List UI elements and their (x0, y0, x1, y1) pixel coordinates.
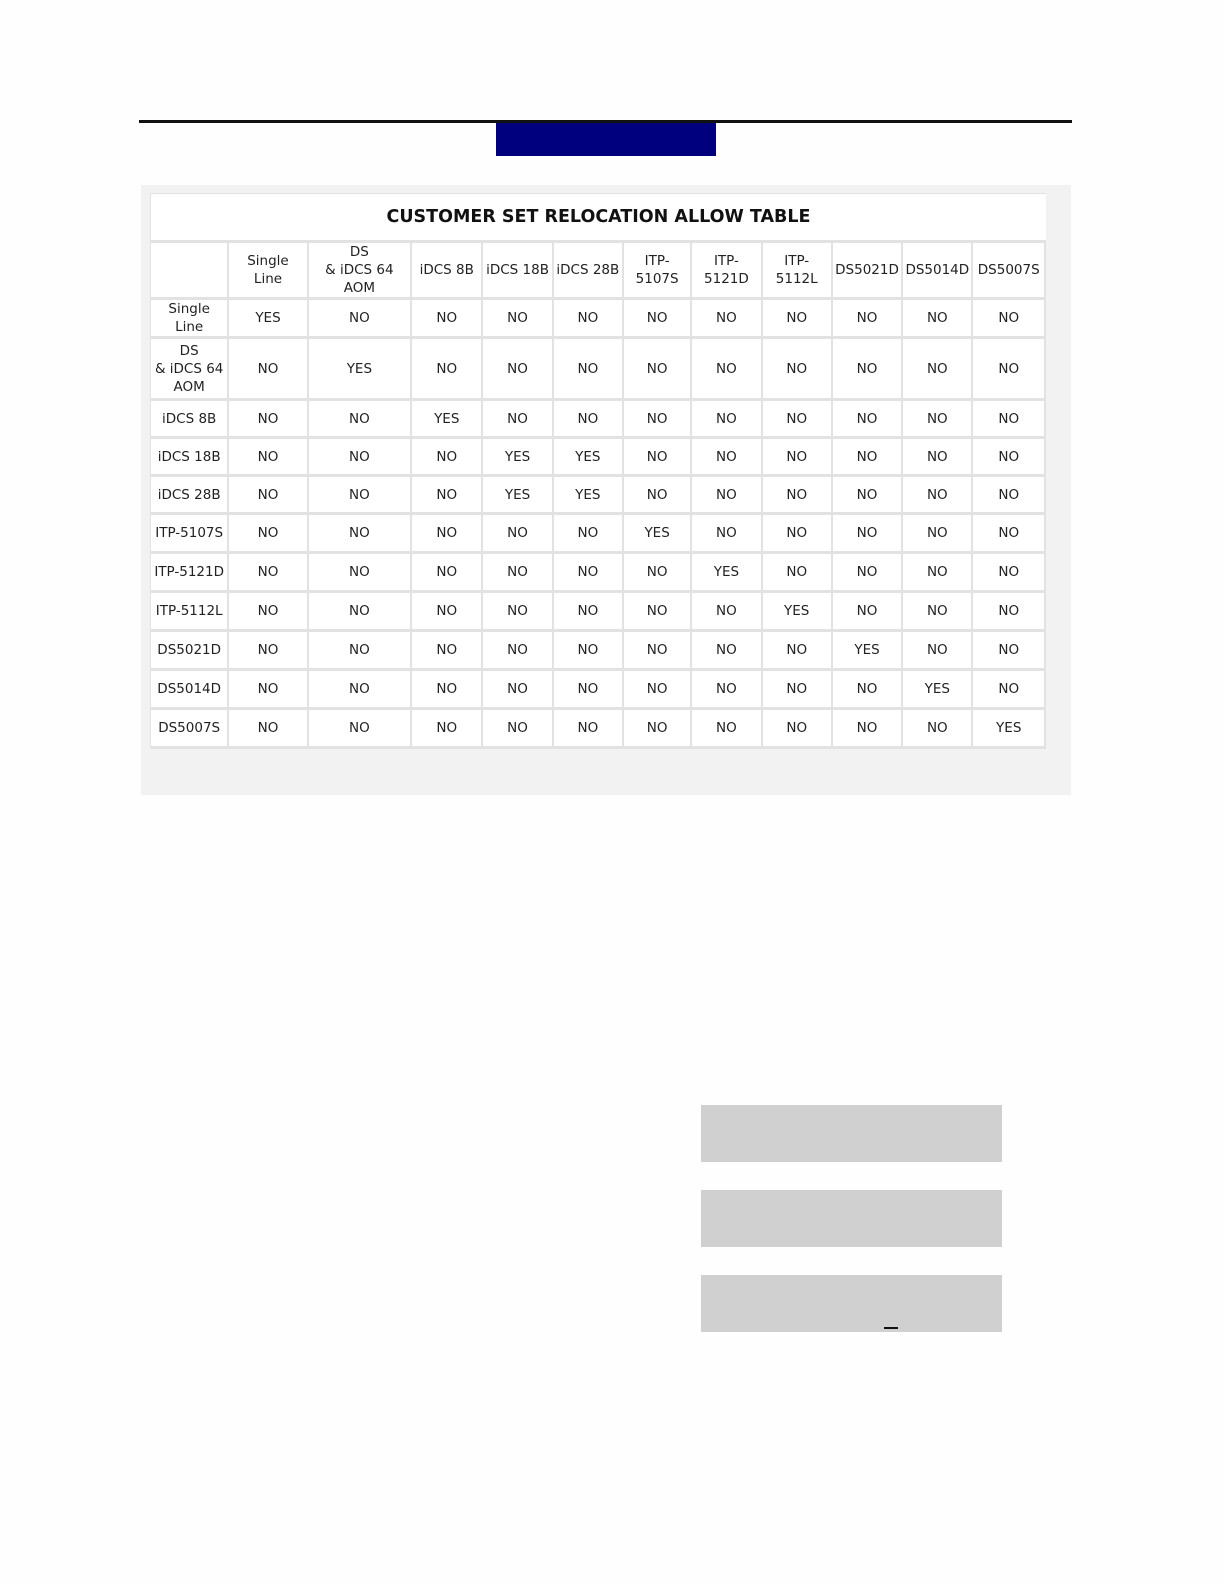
row-header: iDCS 18B (150, 439, 229, 477)
table-cell: NO (554, 632, 624, 671)
table-cell: NO (973, 671, 1046, 710)
table-cell: NO (692, 300, 762, 339)
table-cell: NO (833, 300, 903, 339)
table-cell: NO (412, 339, 483, 401)
table-cell: NO (763, 439, 833, 477)
table-cell: NO (763, 477, 833, 515)
table-cell: NO (554, 515, 624, 554)
table-cell: NO (903, 439, 973, 477)
table-cell: NO (692, 401, 762, 439)
table-cell: NO (229, 554, 308, 593)
column-header: ITP-5107S (624, 243, 692, 300)
table-cell: NO (483, 300, 553, 339)
table-cell: NO (903, 401, 973, 439)
table-cell: NO (763, 671, 833, 710)
display-cursor (884, 1327, 898, 1329)
table-cell: NO (412, 671, 483, 710)
column-header: iDCS 18B (483, 243, 553, 300)
table-cell: YES (554, 477, 624, 515)
table-cell: NO (973, 300, 1046, 339)
column-header: DS5021D (833, 243, 903, 300)
table-cell: NO (554, 300, 624, 339)
table-cell: NO (229, 671, 308, 710)
table-cell: NO (973, 339, 1046, 401)
table-cell: NO (624, 477, 692, 515)
table-cell: NO (833, 439, 903, 477)
table-cell: YES (903, 671, 973, 710)
table-cell: NO (903, 710, 973, 749)
table-cell: NO (624, 671, 692, 710)
row-header: iDCS 28B (150, 477, 229, 515)
table-body (150, 300, 1046, 749)
table-title: CUSTOMER SET RELOCATION ALLOW TABLE (150, 193, 1046, 243)
table-cell: NO (554, 671, 624, 710)
row-header: DS & iDCS 64 AOM (150, 339, 229, 401)
table-cell: NO (483, 593, 553, 632)
table-cell: YES (624, 515, 692, 554)
table-cell: NO (763, 632, 833, 671)
table-cell: NO (973, 554, 1046, 593)
table-cell: NO (624, 710, 692, 749)
table-cell: NO (763, 300, 833, 339)
table-cell: NO (763, 515, 833, 554)
table-cell: NO (229, 401, 308, 439)
table-cell: NO (624, 300, 692, 339)
row-header: DS5014D (150, 671, 229, 710)
table-cell: NO (309, 632, 412, 671)
table-cell: NO (903, 477, 973, 515)
table-cell: YES (692, 554, 762, 593)
table-cell: NO (483, 671, 553, 710)
table-cell: NO (309, 710, 412, 749)
table-cell: NO (412, 477, 483, 515)
table-cell: NO (229, 515, 308, 554)
corner-cell (150, 243, 229, 300)
table-cell: NO (692, 515, 762, 554)
table-row (150, 477, 1046, 515)
table-cell: NO (309, 671, 412, 710)
row-header: Single Line (150, 300, 229, 339)
table-row (150, 401, 1046, 439)
table-cell: NO (229, 593, 308, 632)
table-cell: NO (624, 593, 692, 632)
table-cell: NO (763, 339, 833, 401)
row-header: ITP-5107S (150, 515, 229, 554)
table-row (150, 300, 1046, 339)
column-header: ITP-5112L (763, 243, 833, 300)
table-cell: NO (483, 401, 553, 439)
table-cell: YES (763, 593, 833, 632)
table-cell: NO (483, 710, 553, 749)
relocation-allow-table (150, 193, 1046, 749)
table-cell: NO (412, 710, 483, 749)
table-cell: YES (483, 477, 553, 515)
table-cell: NO (229, 710, 308, 749)
table-cell: NO (903, 593, 973, 632)
table-cell: NO (903, 300, 973, 339)
table-cell: NO (309, 593, 412, 632)
table-cell: YES (229, 300, 308, 339)
display-line-3 (701, 1275, 1002, 1332)
column-header: ITP-5121D (692, 243, 762, 300)
column-header: iDCS 8B (412, 243, 483, 300)
table-row (150, 710, 1046, 749)
table-cell: NO (412, 554, 483, 593)
table-cell: NO (309, 439, 412, 477)
row-header: iDCS 8B (150, 401, 229, 439)
table-cell: NO (833, 554, 903, 593)
table-cell: NO (692, 632, 762, 671)
table-cell: NO (763, 401, 833, 439)
table-cell: YES (973, 710, 1046, 749)
table-cell: NO (903, 632, 973, 671)
table-row (150, 515, 1046, 554)
table-cell: NO (833, 593, 903, 632)
table-cell: NO (412, 300, 483, 339)
table-cell: NO (309, 515, 412, 554)
table-cell: NO (903, 339, 973, 401)
table-cell: NO (973, 593, 1046, 632)
table-cell: NO (692, 671, 762, 710)
column-header: iDCS 28B (554, 243, 624, 300)
row-header: DS5007S (150, 710, 229, 749)
table-cell: NO (624, 439, 692, 477)
table-cell: NO (483, 632, 553, 671)
table-cell: NO (973, 477, 1046, 515)
column-header: DS5007S (973, 243, 1046, 300)
table-cell: NO (412, 593, 483, 632)
table-cell: NO (833, 671, 903, 710)
table-cell: NO (692, 477, 762, 515)
table-cell: NO (412, 515, 483, 554)
column-header: Single Line (229, 243, 308, 300)
table-cell: NO (309, 300, 412, 339)
table-cell: NO (692, 593, 762, 632)
table-cell: NO (833, 710, 903, 749)
table-cell: NO (624, 401, 692, 439)
table-cell: NO (229, 439, 308, 477)
table-cell: NO (309, 477, 412, 515)
table-cell: NO (763, 710, 833, 749)
table-cell: NO (833, 515, 903, 554)
table-cell: NO (624, 554, 692, 593)
table-cell: NO (763, 554, 833, 593)
column-header: DS5014D (903, 243, 973, 300)
table-cell: NO (554, 710, 624, 749)
table-cell: NO (554, 401, 624, 439)
table-row (150, 339, 1046, 401)
section-title-tab (496, 123, 716, 156)
table-cell: NO (624, 339, 692, 401)
table-cell: YES (309, 339, 412, 401)
table-cell: NO (229, 477, 308, 515)
table-cell: NO (903, 554, 973, 593)
table-cell: NO (833, 339, 903, 401)
table-cell: NO (554, 339, 624, 401)
table-cell: NO (229, 632, 308, 671)
display-line-1 (701, 1105, 1002, 1162)
table-cell: NO (483, 554, 553, 593)
table-cell: NO (624, 632, 692, 671)
table-cell: YES (412, 401, 483, 439)
table-row (150, 632, 1046, 671)
table-cell: NO (554, 593, 624, 632)
row-header: DS5021D (150, 632, 229, 671)
table-row (150, 593, 1046, 632)
table-row (150, 439, 1046, 477)
table-cell: NO (412, 439, 483, 477)
table-cell: NO (903, 515, 973, 554)
column-header-row (150, 243, 1046, 300)
table-cell: NO (692, 710, 762, 749)
table-cell: NO (692, 339, 762, 401)
table-cell: NO (483, 515, 553, 554)
table-cell: NO (309, 554, 412, 593)
row-header: ITP-5121D (150, 554, 229, 593)
table-cell: NO (973, 401, 1046, 439)
table-row (150, 671, 1046, 710)
table-cell: NO (833, 477, 903, 515)
row-header: ITP-5112L (150, 593, 229, 632)
table-row (150, 554, 1046, 593)
table-cell: YES (483, 439, 553, 477)
table-cell: NO (833, 401, 903, 439)
column-header: DS & iDCS 64 AOM (309, 243, 412, 300)
table-cell: NO (483, 339, 553, 401)
table-cell: NO (412, 632, 483, 671)
table-cell: NO (554, 554, 624, 593)
table-cell: NO (973, 439, 1046, 477)
table-cell: NO (973, 515, 1046, 554)
table-cell: NO (229, 339, 308, 401)
display-line-2 (701, 1190, 1002, 1247)
table-cell: YES (833, 632, 903, 671)
table-cell: YES (554, 439, 624, 477)
table-cell: NO (973, 632, 1046, 671)
table-cell: NO (309, 401, 412, 439)
table-cell: NO (692, 439, 762, 477)
